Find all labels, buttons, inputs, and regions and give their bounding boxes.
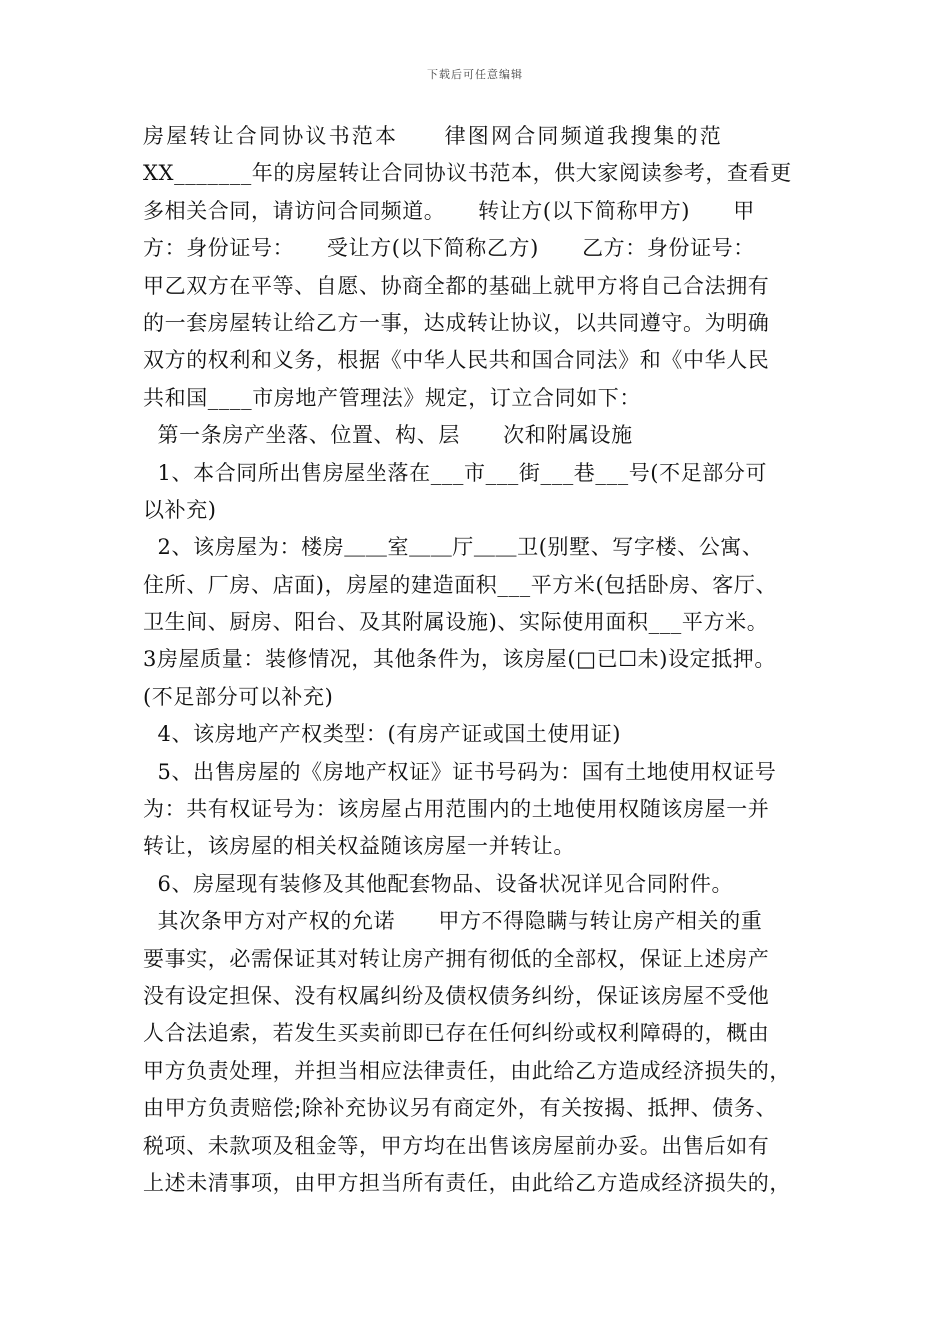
text-line: 方：身份证号： 受让方(以下简称乙方) 乙方：身份证号： — [143, 236, 755, 261]
section-heading: 第一条房产坐落、位置、构、层 次和附属设施 — [143, 423, 633, 448]
section-heading: 其次条甲方对产权的允诺 甲方不得隐瞒与转让房产相关的重 — [143, 909, 763, 934]
document-body — [143, 118, 815, 1202]
text-line: 1、本合同所出售房屋坐落在___市___街___巷___号(不足部分可 — [143, 460, 768, 485]
text-line: 没有设定担保、没有权属纠纷及债权债务纠纷，保证该房屋不受他 — [143, 983, 770, 1008]
text-line: 人合法追索，若发生买卖前即已存在任何纠纷或权利障碍的，概由 — [143, 1021, 770, 1046]
text-line: 房屋转让合同协议书范本 律图网合同频道我搜集的范 — [143, 124, 723, 148]
text-line: 的一套房屋转让给乙方一事，达成转让协议，以共同遵守。为明确 — [143, 310, 770, 335]
text-line: 多相关合同，请访问合同频道。 转让方(以下简称甲方) 甲 — [143, 198, 755, 223]
text-line: 4、该房地产产权类型：(有房产证或国土使用证) — [143, 722, 622, 747]
text-line: XX_______年的房屋转让合同协议书范本，供大家阅读参考，查看更 — [143, 161, 792, 186]
text-line: 为：共有权证号为：该房屋占用范围内的土地使用权随该房屋一并 — [143, 797, 770, 822]
text-line: 双方的权利和义务，根据《中华人民共和国合同法》和《中华人民 — [143, 348, 770, 373]
text-line: (不足部分可以补充) — [143, 684, 334, 709]
text-line: 甲乙双方在平等、自愿、协商全都的基础上就甲方将自己合法拥有 — [143, 273, 770, 298]
text-line: 6、房屋现有装修及其他配套物品、设备状况详见合同附件。 — [143, 871, 734, 896]
text-line: 卫生间、厨房、阳台、及其附属设施)、实际使用面积___平方米。 — [143, 610, 769, 635]
text-line: 上述未清事项，由甲方担当所有责任，由此给乙方造成经济损失的， — [143, 1170, 791, 1195]
text-line: 共和国____市房地产管理法》规定，订立合同如下： — [143, 385, 641, 410]
page-header-note: 下载后可任意编辑 — [427, 68, 523, 81]
text-line: 税项、未款项及租金等，甲方均在出售该房屋前办妥。出售后如有 — [143, 1133, 770, 1158]
text-line: 甲方负责处理，并担当相应法律责任，由此给乙方造成经济损失的， — [143, 1058, 791, 1083]
text-line: 转让，该房屋的相关权益随该房屋一并转让。 — [143, 834, 575, 859]
text-line: 住所、厂房、店面)，房屋的建造面积___平方米(包括卧房、客厅、 — [143, 572, 778, 597]
text-line: 3房屋质量：装修情况，其他条件为，该房屋(□已☐未)设定抵押。 — [143, 647, 777, 672]
text-line: 5、出售房屋的《房地产权证》证书号码为：国有土地使用权证号 — [143, 759, 777, 784]
text-line: 2、该房屋为：楼房＿＿室＿＿厅＿＿卫(别墅、写字楼、公寓、 — [143, 535, 764, 560]
text-line: 要事实，必需保证其对转让房产拥有彻低的全部权，保证上述房产 — [143, 946, 770, 971]
text-line: 由甲方负责赔偿;除补充协议另有商定外，有关按揭、抵押、债务、 — [143, 1096, 778, 1121]
text-line: 以补充) — [143, 497, 217, 522]
